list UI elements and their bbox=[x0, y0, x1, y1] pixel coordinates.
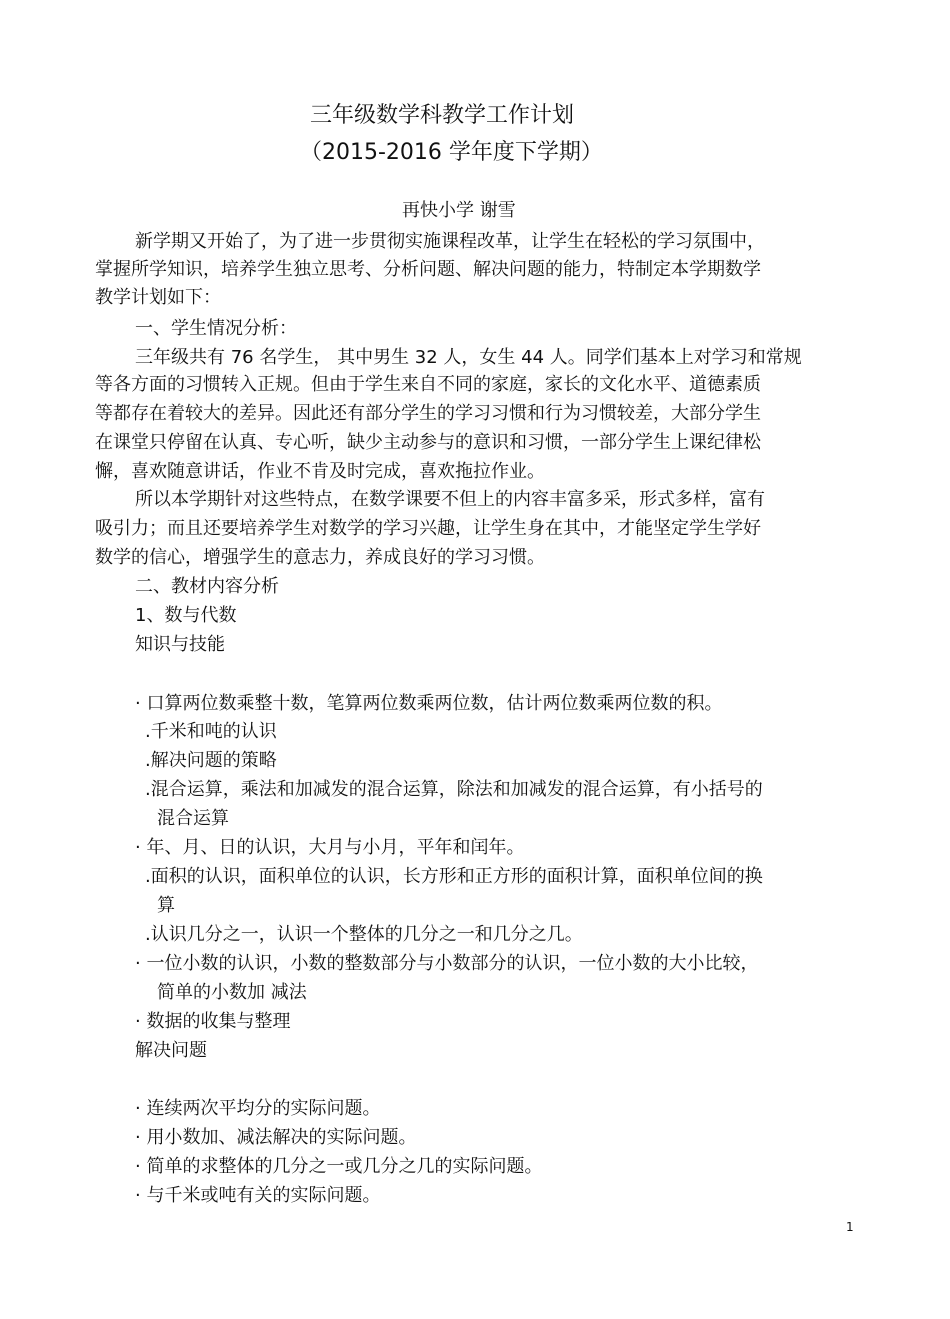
paragraph-line: 在课堂只停留在认真、专心听，缺少主动参与的意识和习惯，一部分学生上课纪律松 bbox=[95, 432, 761, 453]
list-item: · 用小数加、减法解决的实际问题。 bbox=[135, 1127, 417, 1148]
intro-line: 教学计划如下： bbox=[95, 287, 221, 308]
list-item: .认识几分之一，认识一个整体的几分之一和几分之几。 bbox=[145, 924, 583, 945]
subsection-heading: 1、数与代数 bbox=[135, 605, 237, 626]
paragraph-line: 数学的信心，增强学生的意志力，养成良好的学习习惯。 bbox=[95, 547, 545, 568]
paragraph-line: 所以本学期针对这些特点，在数学课要不但上的内容丰富多采，形式多样，富有 bbox=[135, 489, 765, 510]
paragraph-line: 等各方面的习惯转入正规。但由于学生来自不同的家庭，家长的文化水平、道德素质 bbox=[95, 374, 761, 395]
author-line: 再快小学 谢雪 bbox=[402, 200, 516, 221]
list-item: .面积的认识，面积单位的认识，长方形和正方形的面积计算，面积单位间的换 bbox=[145, 866, 763, 887]
list-item: · 年、月、日的认识，大月与小月，平年和闰年。 bbox=[135, 837, 525, 858]
paragraph-line: 三年级共有 76 名学生， 其中男生 32 人，女生 44 人。同学们基本上对学习和常规 bbox=[135, 347, 802, 368]
list-item: · 连续两次平均分的实际问题。 bbox=[135, 1098, 381, 1119]
list-item: · 与千米或吨有关的实际问题。 bbox=[135, 1185, 381, 1206]
document-subtitle: （2015-2016 学年度下学期） bbox=[300, 140, 603, 165]
list-item: .混合运算，乘法和加减发的混合运算，除法和加减发的混合运算，有小括号的 bbox=[145, 779, 763, 800]
subsection-heading: 知识与技能 bbox=[135, 634, 225, 655]
list-item: .解决问题的策略 bbox=[145, 750, 277, 771]
list-item-continuation: 混合运算 bbox=[157, 808, 229, 829]
document-title: 三年级数学科教学工作计划 bbox=[310, 103, 575, 128]
page-number: 1 bbox=[846, 1220, 854, 1234]
section-heading: 二、教材内容分析 bbox=[135, 576, 279, 597]
list-item: · 一位小数的认识，小数的整数部分与小数部分的认识，一位小数的大小比较， bbox=[135, 953, 759, 974]
paragraph-line: 吸引力；而且还要培养学生对数学的学习兴趣，让学生身在其中，才能坚定学生学好 bbox=[95, 518, 761, 539]
paragraph-line: 等都存在着较大的差异。因此还有部分学生的学习习惯和行为习惯较差，大部分学生 bbox=[95, 403, 761, 424]
list-item-continuation: 简单的小数加 减法 bbox=[157, 982, 307, 1003]
intro-line: 掌握所学知识，培养学生独立思考、分析问题、解决问题的能力，特制定本学期数学 bbox=[95, 259, 761, 280]
paragraph-line: 懈，喜欢随意讲话，作业不肯及时完成，喜欢拖拉作业。 bbox=[95, 461, 545, 482]
list-item: · 简单的求整体的几分之一或几分之几的实际问题。 bbox=[135, 1156, 543, 1177]
list-item-continuation: 算 bbox=[157, 895, 175, 916]
subsection-heading: 解决问题 bbox=[135, 1040, 207, 1061]
list-item: · 数据的收集与整理 bbox=[135, 1011, 291, 1032]
list-item: · 口算两位数乘整十数，笔算两位数乘两位数，估计两位数乘两位数的积。 bbox=[135, 693, 723, 714]
list-item: .千米和吨的认识 bbox=[145, 721, 277, 742]
intro-line: 新学期又开始了，为了进一步贯彻实施课程改革，让学生在轻松的学习氛围中， bbox=[135, 231, 765, 252]
section-heading: 一、学生情况分析： bbox=[135, 318, 297, 339]
